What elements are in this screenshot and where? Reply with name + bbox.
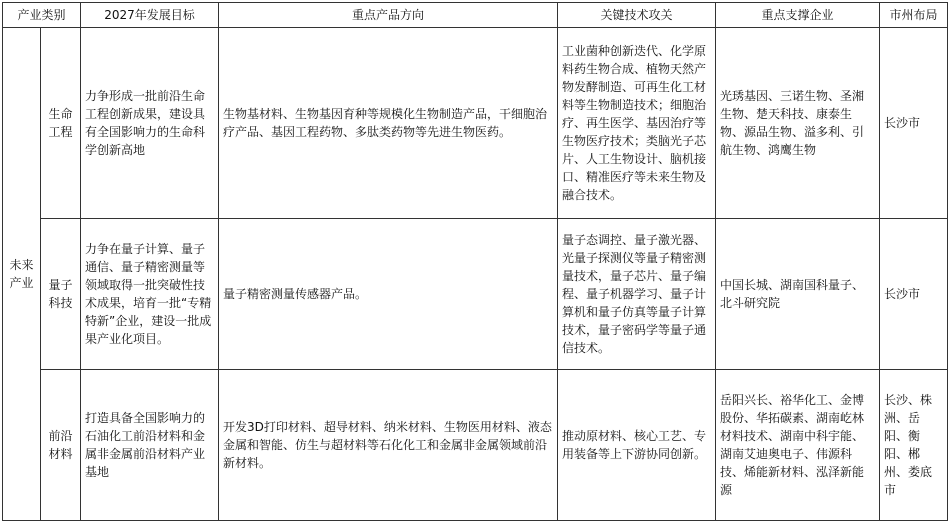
enterprises-cell: 光琇基因、三诺生物、圣湘生物、楚天科技、康泰生物、源品生物、溢多利、引航生物、鸿鹰生物 [716,28,880,219]
header-row [3,3,948,28]
table-row [3,370,948,521]
header-layout: 市州布局 [880,3,948,28]
layout-cell: 长沙、株洲、岳阳、衡阳、郴州、娄底市 [880,370,948,521]
header-enterprises: 重点支撑企业 [716,3,880,28]
header-products: 重点产品方向 [219,3,558,28]
header-tech: 关键技术攻关 [558,3,716,28]
products-cell: 开发3D打印材料、超导材料、纳米材料、生物医用材料、液态金属和智能、仿生与超材料等石化化工和金属非金属领域前沿新材料。 [219,370,558,521]
table-row [3,219,948,370]
goal-cell: 力争形成一批前沿生命工程创新成果，建设具有全国影响力的生命科学创新高地 [81,28,219,219]
table-row [3,28,948,219]
products-cell: 生物基材料、生物基因育种等规模化生物制造产品，干细胞治疗产品、基因工程药物、多肽类药物等先进生物医药。 [219,28,558,219]
industry-table [2,2,948,521]
header-goal: 2027年发展目标 [81,3,219,28]
subcategory-cell: 量子科技 [41,219,81,370]
tech-cell: 量子态调控、量子激光器、光量子探测仪等量子精密测量技术，量子芯片、量子编程、量子机器学习、量子计算机和量子仿真等量子计算技术，量子密码学等量子通信技术。 [558,219,716,370]
tech-cell: 工业菌种创新迭代、化学原料药生物合成、植物天然产物发酵制造、可再生化工材料等生物制造技术；细胞治疗、再生医学、基因治疗等生物医疗技术；类脑光子芯片、人工生物设计、脑机接口、精准医疗等未来生物及融合技术。 [558,28,716,219]
layout-cell: 长沙市 [880,219,948,370]
subcategory-cell: 生命工程 [41,28,81,219]
header-category: 产业类别 [3,3,81,28]
layout-cell: 长沙市 [880,28,948,219]
enterprises-cell: 岳阳兴长、裕华化工、金博股份、华拓碳素、湖南屹林材料技术、湖南中科宇能、湖南艾迪奥电子、伟源科技、烯能新材料、泓泽新能源 [716,370,880,521]
goal-cell: 力争在量子计算、量子通信、量子精密测量等领域取得一批突破性技术成果，培育一批“专精特新”企业，建设一批成果产业化项目。 [81,219,219,370]
goal-cell: 打造具备全国影响力的石油化工前沿材料和金属非金属前沿材料产业基地 [81,370,219,521]
group-label: 未来产业 [3,28,41,521]
tech-cell: 推动原材料、核心工艺、专用装备等上下游协同创新。 [558,370,716,521]
products-cell: 量子精密测量传感器产品。 [219,219,558,370]
enterprises-cell: 中国长城、湖南国科量子、北斗研究院 [716,219,880,370]
subcategory-cell: 前沿材料 [41,370,81,521]
